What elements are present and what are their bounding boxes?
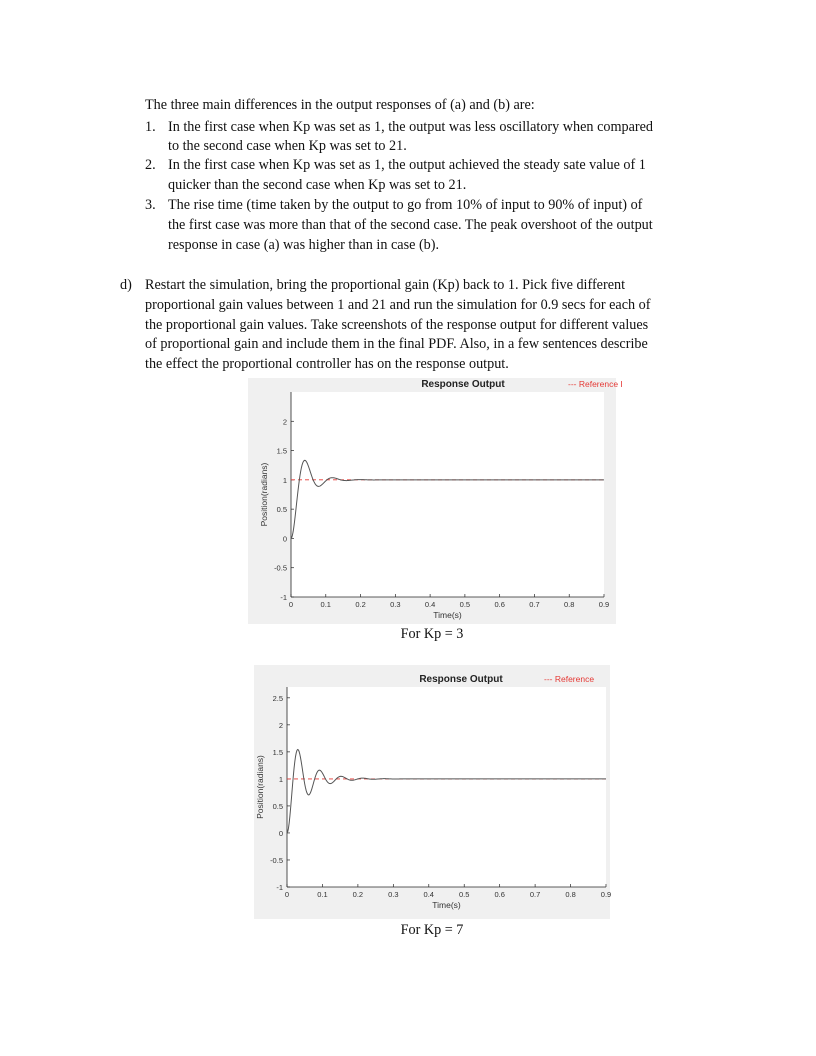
y-tick-label: -0.5 — [274, 563, 287, 573]
response-plot-kp3-svg — [248, 378, 623, 624]
part-d-label: d) — [120, 277, 132, 293]
part-d-line-5: the effect the proportional controller has on the response output. — [145, 356, 509, 372]
y-tick-label: 2 — [282, 417, 287, 427]
difference-2-line-1: In the first case when Kp was set as 1, the output achieved the steady sate value of 1 — [168, 157, 646, 173]
y-tick-label: 2.5 — [272, 693, 283, 703]
x-tick-label: 0 — [284, 890, 290, 899]
chart-title: Response Output — [421, 379, 505, 390]
difference-1-line-2: to the second case when Kp was set to 21. — [168, 138, 407, 154]
x-tick-label: 0.8 — [565, 890, 576, 899]
y-tick-label: 0.5 — [276, 505, 287, 515]
y-tick-label: 1 — [282, 475, 287, 485]
difference-2-number: 2. — [145, 157, 156, 173]
y-tick-label: 1 — [278, 774, 283, 784]
y-tick-label: -1 — [280, 593, 287, 602]
x-axis-label: Time(s) — [433, 610, 462, 620]
x-tick-label: 0 — [288, 600, 294, 609]
x-tick-label: 0.7 — [529, 890, 541, 899]
axes-area — [287, 687, 606, 887]
x-tick-label: 0.4 — [423, 890, 434, 899]
caption-kp3: For Kp = 3 — [400, 626, 464, 642]
y-tick-label: 0.5 — [272, 801, 283, 811]
legend-reference: --- Reference — [544, 674, 595, 684]
difference-1-number: 1. — [145, 119, 156, 135]
part-d-line-1: Restart the simulation, bring the proportional gain (Kp) back to 1. Pick five different — [145, 277, 626, 293]
y-tick-label: -0.5 — [270, 855, 283, 865]
difference-3-number: 3. — [145, 197, 156, 213]
x-tick-label: 0.8 — [564, 600, 575, 609]
y-axis-label: Position(radians) — [255, 755, 265, 819]
x-tick-label: 0.1 — [320, 600, 331, 609]
x-tick-label: 0.9 — [598, 600, 610, 609]
differences-intro: The three main differences in the output responses of (a) and (b) are: — [145, 97, 535, 113]
x-tick-label: 0.3 — [390, 600, 401, 609]
difference-3-line-2: the first case was more than that of the second case. The peak overshoot of the output — [168, 217, 653, 233]
x-tick-label: 0.5 — [459, 890, 470, 899]
y-tick-label: 0 — [278, 828, 283, 838]
x-tick-label: 0.3 — [388, 890, 399, 899]
part-d-line-3: the proportional gain values. Take screenshots of the response output for different values — [145, 317, 649, 333]
legend-reference: --- Reference I — [568, 379, 623, 389]
chart-title: Response Output — [419, 674, 503, 685]
y-tick-label: 1.5 — [276, 446, 287, 456]
difference-3-line-1: The rise time (time taken by the output to go from 10% of input to 90% of input) of — [168, 197, 643, 213]
x-tick-label: 0.4 — [424, 600, 436, 609]
x-tick-label: 0.2 — [355, 600, 366, 609]
difference-1-line-1: In the first case when Kp was set as 1, the output was less oscillatory when compared — [168, 119, 654, 135]
y-axis-label: Position(radians) — [259, 462, 269, 527]
x-tick-label: 0.2 — [352, 890, 364, 899]
x-tick-label: 0.6 — [494, 600, 505, 609]
axes-area — [291, 392, 604, 597]
part-d-line-2: proportional gain values between 1 and 21 and run the simulation for 0.9 secs for each of — [145, 297, 651, 313]
part-d-line-4: of proportional gain and include them in the final PDF. Also, in a few sentences describe — [145, 336, 648, 352]
difference-3-line-3: response in case (a) was higher than in case (b). — [168, 237, 440, 253]
response-plot-kp7-svg — [254, 665, 610, 919]
y-tick-label: 1.5 — [272, 747, 283, 757]
x-tick-label: 0.1 — [317, 890, 328, 899]
response-plot-kp7 — [254, 665, 610, 919]
response-plot-kp3 — [248, 378, 623, 624]
x-tick-label: 0.9 — [600, 890, 612, 899]
x-tick-label: 0.5 — [459, 600, 471, 609]
difference-2-line-2: quicker than the second case when Kp was set to 21. — [168, 177, 467, 193]
y-tick-label: -1 — [276, 883, 283, 892]
x-tick-label: 0.7 — [529, 600, 540, 609]
x-axis-label: Time(s) — [432, 900, 461, 910]
x-tick-label: 0.6 — [494, 890, 505, 899]
caption-kp7: For Kp = 7 — [400, 922, 464, 938]
y-tick-label: 0 — [282, 534, 287, 544]
y-tick-label: 2 — [278, 720, 283, 730]
